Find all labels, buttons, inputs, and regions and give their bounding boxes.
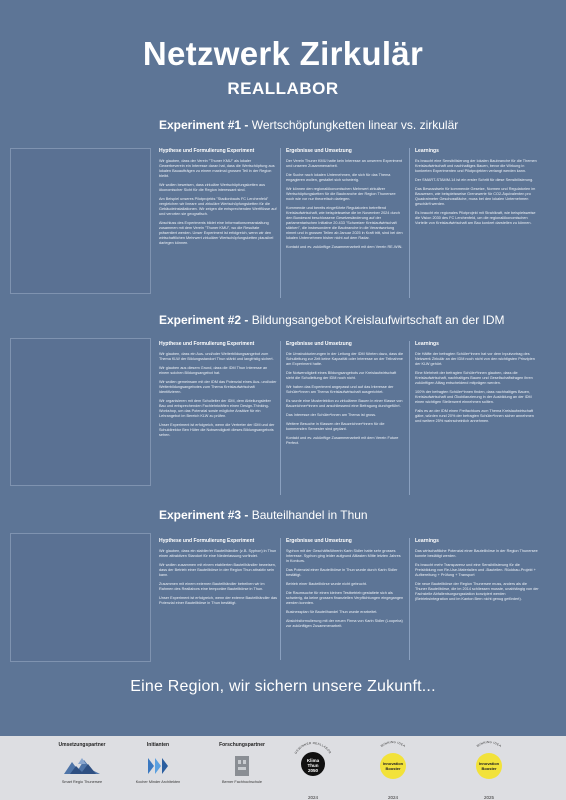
paragraph: Zusammen mit einem externen Bauteilhändler betreiben wir im Rahmen des Reallabors eine temporäre Bauteilbörse in Thun. [159,582,265,591]
col-heading: Hypthese und Formulierung Experiment [159,148,255,154]
paragraph: Eine Mehrheit der befragten Schüler*innen glauben, dass die Kreislaufwirtschaft, nachhaltiges Bauen und Gesellschaftsfragen ihren zukünftigen Alltag entscheidend mitprägen werden. [415,371,533,385]
svg-text:Innovation: Innovation [478,761,500,766]
column-divider [409,148,410,298]
poster-title: Netzwerk Zirkulär [142,35,424,72]
paragraph: Weitere Besuche in Klassen der Bauzeichner*innen für die kommenden Semester sind geplant. [286,422,385,431]
paragraph: Businessplan für Bauteilhandel Thun wurde erarbeitet. [286,610,378,614]
col-heading: Hypthese und Formulierung Experiment [159,538,255,544]
poster-subtitle: REALLABOR [227,79,339,98]
svg-text:WINNING IDEA [380,740,406,748]
experiment-3-learnings [415,538,539,606]
experiment-2-title: Bildungsangebot Kreislaufwirtschaft an der IDM [251,313,505,327]
paragraph: Kommende und bereits eingeführte Regulatorien betreffend Kreislaufwirtschaft, wie beispielsweise die im November 2024 durch den Bundesrat beschlossene Gesetzesänderung auf der parlamentarischen Initiative 20.433 "Schweizer Kreislaufwirtschaft stärken", die insbesondere die Baubranche in die Verantwortung nimmt und in grossen Teilen ab Januar 2025 in Kraft tritt, sind bei den lokalen Unternehmen bisher nicht auf dem Radar. [286,206,403,240]
partner-name: Kocher Minder Architekten [135,780,181,784]
paragraph: Die Umstrukturierungen in der Leitung der IDM führten dazu, dass die Schulleitung zur Zeit keine Kapazität oder Interesse an der Teilnahme am Experiment hatte. [286,352,404,366]
column-divider [409,538,410,660]
experiment-3-image [10,533,151,662]
award-ring-text: GEWINNER REALLABOR [293,740,333,755]
paragraph: Das Bewusstsein für kommende Gesetze, Normen und Regulatorien im Bauwesen, wie beispielsweise Grenzwerte für CO2-Äquivalenten pro Quadratmeter Geschossfläche, muss bei den lokalen Unternehmen geschärft werden. [415,187,536,206]
award-year: 2025 [483,795,494,800]
paragraph: Am Beispiel unseres Pilotprojekts "Stadionbauts FC Lerchenfeld" vergleichen wir lineare und zirkuläre Wertschöpfungsketten für die Gebäudeinstallationen. Wir zeigen die entsprechenden Wertflüsse auf und verorten sie geografisch. [159,197,277,216]
tagline: Eine Region, wir sichern unsere Zukunft... [130,678,436,695]
partner-heading: Umsetzungspartner [58,742,106,748]
paragraph: Unser Experiment ist erfolgreich, wenn der externe Bauteilhändler das Potenzial einer Bauteilbörse in Thun bestätigt. [159,596,277,605]
svg-text:Innovation: Innovation [382,761,404,766]
km-logo-icon [146,754,170,778]
paragraph: Wir glauben aus diesem Grund, dass die IDM Thun Interesse an einem solchen Bildungsangebot hat. [159,366,268,375]
experiment-2-image [10,338,151,486]
col-heading: Learnings [415,148,439,154]
experiment-3-results [286,538,404,633]
experiment-3-hypothesis [159,538,277,610]
column-divider [280,538,281,660]
paragraph: Das Potenzial einer Bauteilbörse in Thun wurde durch Karin Sidler bestätigt. [286,568,398,577]
partner-heading: Forschungspartner [219,742,265,748]
paragraph: Das Interesse der Schüler*innen am Thema ist gross. [286,413,377,417]
svg-text:Klima: Klima [306,758,320,763]
experiment-3-number: Experiment #3 - [159,508,249,522]
paragraph: Die Raumsuche für einen kleinen Testbetrieb gestaltete sich als schwierig, da keine grossen finanziellen Verpflichtungen eingegangen werden konnten. [286,591,404,605]
experiment-2-number: Experiment #2 - [159,313,249,327]
footer [0,736,566,800]
column-divider [280,148,281,298]
paragraph: Kontakt und ev. zukünftige Zusammenarbeit mit dem Verein Future Perfect. [286,436,399,445]
paragraph: Es braucht eine Sensibilisierung der lokalen Baubranche für die Themen Kreislaufwirtschaft und nachhaltiges Bauen, bevor die Wirkung in konkreten Experimenten und Pilotprojekten verlangt werden kann. [415,159,537,173]
partner-heading: Initianten [146,742,170,748]
award-year: 2024 [307,795,318,800]
paragraph: 100% der befragten Schüler*innen finden, dass nachhaltiges Bauen, Kreislaufwirtschaft und Ökobilanzierung in der Ausbildung an der IDM einen wichtigen Stellenwert einnehmen sollten. [415,390,532,404]
col-heading: Learnings [415,538,439,544]
award-badge-icon [464,736,514,788]
award-innovation-booster-1 [368,736,418,800]
experiment-1-number: Experiment #1 - [159,118,249,132]
experiment-3-heading [159,508,368,522]
award-klima-thun [288,736,338,800]
experiment-1-image [10,148,151,294]
paragraph: Wir wollen gemeinsam mit der IDM das Potenzial eines Aus- und/oder Weiterbildungsangebotes zum Thema Kreislaufwirtschaft identifizieren. [159,380,277,394]
paragraph: Wir glauben, dass ein stabiler/er Bauteilhändler (z.B. Syphon) in Thun einen attraktiven Standort für eine Niederlassung vorfindet. [159,549,277,558]
svg-text:2050: 2050 [307,768,319,773]
paragraph: Wir wollen beweisen, dass zirkuläre Wertschöpfungsketten aus ökonomischer Sicht für die Region interessant sind. [159,183,266,192]
svg-text:Thun: Thun [307,763,319,768]
paragraph: Die neue Bauteilbörse der Region Thunersee muss, anders als die Thuner Bauteilbörse, die im 2014 schliessen musste, unabhängig von der Fachstelle Abfallentsorgungsstation konzipiert werden (Betriebsintegration und im Kanton Bern nicht genug gefördert). [415,582,539,601]
award-ring-text: WINNING IDEA [475,739,503,749]
mountain-logo-icon [62,754,102,778]
experiment-3-title: Bauteilhandel in Thun [251,508,368,522]
paragraph: Der SMART-STAMM-14 ist ein erster Schritt für diese Sensibilisierung. [415,178,534,182]
partner-name: Smart Regio Thunersee [61,780,103,784]
award-innovation-booster-2 [464,736,514,800]
experiment-2-heading [159,313,505,327]
paragraph: Wir wollen zusammen mit einem etablierten Bauteilhändler beweisen, dass der Betrieb einer Bauteilbörse in der Region Thun attraktiv sein kann. [159,563,276,577]
paragraph: Wir glauben, dass der Verein "Thuner KMU" als lokaler Gewerbeverein ein Interesse daran hat, dass die Wertschöpfung aus lokalen Bauaufträgen zu einem maximal grossen Teil in der Region bleibt. [159,159,275,178]
experiment-1-learnings [415,148,539,230]
experiment-1-hypothesis [159,148,277,250]
col-heading: Learnings [415,341,439,347]
col-heading: Ergebnisse und Umsetzung [286,341,352,347]
award-badge-icon [368,736,418,788]
paragraph: Die Notwendigkeit eines Bildungsangebots zur Kreislaufwirtschaft sieht die Schulleitung der IDM noch nicht. [286,371,397,380]
paragraph: Der Verein Thuner KMU hatte kein Interesse an unserem Experiment und unseren Zusammenarbeit. [286,159,403,168]
poster-header [0,36,566,99]
experiment-2-learnings [415,341,539,428]
paragraph: Unser Experiment ist erfolgreich, wenn die Vertreter der IDM und der Schuldirektor Ben Hüter die Notwendigkeit dieses Bildungsangebots sehen. [159,423,275,437]
col-heading: Hypthese und Formulierung Experiment [159,341,255,347]
partner-name: Berner Fachhochschule [221,780,263,784]
col-heading: Ergebnisse und Umsetzung [286,148,352,154]
paragraph: Wir können den regionalökonomischen Mehrwert zirkulärer Wertschöpfungsketten für die Baubranche der Region Thunersee noch wie vor nur theoretisch darlegen. [286,187,396,201]
column-divider [280,341,281,495]
paragraph: Falls es an der IDM einen Freifachkurs zum Thema Kreislaufwirtschaft gäbe, würden rund 20% der befragten Schüler*innen sicher annehmen und weitere 25% wahrscheinlich annehmen. [415,409,534,423]
partner-implementation [42,742,122,784]
award-ring-text: WINNING IDEA [379,739,407,749]
partner-research [210,742,274,784]
experiment-2-results [286,341,404,450]
paragraph: Die Suche nach lokalen Unternehmen, die sich für das Thema engagieren wollen, gestaltet sich schwierig. [286,173,391,182]
column-divider [409,341,410,495]
paragraph: Wir haben das Experiment angepasst und auf das Interesse der Schüler*innen am Thema Kreislaufwirtschaft ausgerichtet. [286,385,394,394]
svg-text:Booster: Booster [481,766,497,771]
paragraph: Syphon mit der Geschäftsführerin Karin Sidler hatte sehr grosses Interesse. Syphon ging leider aufgrund Altlasten Mitte letzten Jahres in Konkurs. [286,549,401,563]
paragraph: Das wirtschaftliche Potenzial einer Bauteilbörse in der Region Thunersee konnte bestätigt werden. [415,549,538,558]
experiment-1-heading [159,118,458,132]
paragraph: Betrieb einer Bauteilbörse wurde nicht gebrucht. [286,582,368,586]
paragraph: Absichtsformulierung mit der neuen Firma von Karin Sidler (Loopeba) zur zukünftigen Zusammenarbeit. [286,619,403,628]
paragraph: Kontakt und ev. zukünftige Zusammenarbeit mit dem Verein RE-WIN. [286,245,403,249]
paragraph: Die Hälfte der befragten Schüler*innen hat vor dem Inputvortrag des Netzwerk Zirkulär an der IDM noch nicht von den wichtigsten Prinzipien der KLW gehört. [415,352,535,366]
paragraph: Wir organisieren mit dem Schulleiter der IDM, dem Abteilungsleiter Bau und entsprechenden Fachlehrkräften einen Design-Thinking-Workshop, um das Potenzial sowie mögliche Ansätze für ein Lehrangebot im Bereich KLW zu prüfen. [159,399,271,418]
experiment-1-results [286,148,404,254]
svg-text:WINNING IDEA [476,740,502,748]
award-badge-icon [288,736,338,788]
paragraph: Es braucht ein regionales Pilotprojekt mit Strahlkraft, wie beispielsweise die Vision 2030 des FC Lerchenfeld, um die regionalökonomischen Vorteile von Kreislaufwirtschaft am Bau konkret darstellen zu können. [415,211,536,225]
bfh-logo-icon [233,754,251,778]
award-year: 2024 [387,795,398,800]
paragraph: Es wurde eine Musterlektion zu zirkulärem Bauen in einer Klasse von Bauzeichner*innen und anschliessend eine Befragung durchgeführt. [286,399,403,408]
partner-initiators [128,742,188,784]
experiment-1-title: Wertschöpfungketten linear vs. zirkulär [251,118,459,132]
svg-text:Booster: Booster [385,766,401,771]
paragraph: Es braucht mehr Transparenz und eine Sensibilisierung für die Preisbildung von Re-Use-Materialien und -Bauteilen. Rückbau-Projekt + Aufbereitung + Prüfung + Transport [415,563,536,577]
col-heading: Ergebnisse und Umsetzung [286,538,352,544]
experiment-2-hypothesis [159,341,277,442]
paragraph: Abschluss des Experiments bildet eine Informationsveranstaltung zusammen mit dem Verein "Thuner KMU", wo die Resultate präsentiert werden. Unser Experiment ist erfolgreich, wenn wir den wirtschaftlichen Mehrwert zirkulärer Wertschöpfungsketten plausibel darlegen können. [159,221,274,245]
paragraph: Wir glauben, dass ein Aus- und/oder Weiterbildungsangebot zum Thema KLW der Bildungsstandort Thun stärkt und langfristig sichert. [159,352,274,361]
